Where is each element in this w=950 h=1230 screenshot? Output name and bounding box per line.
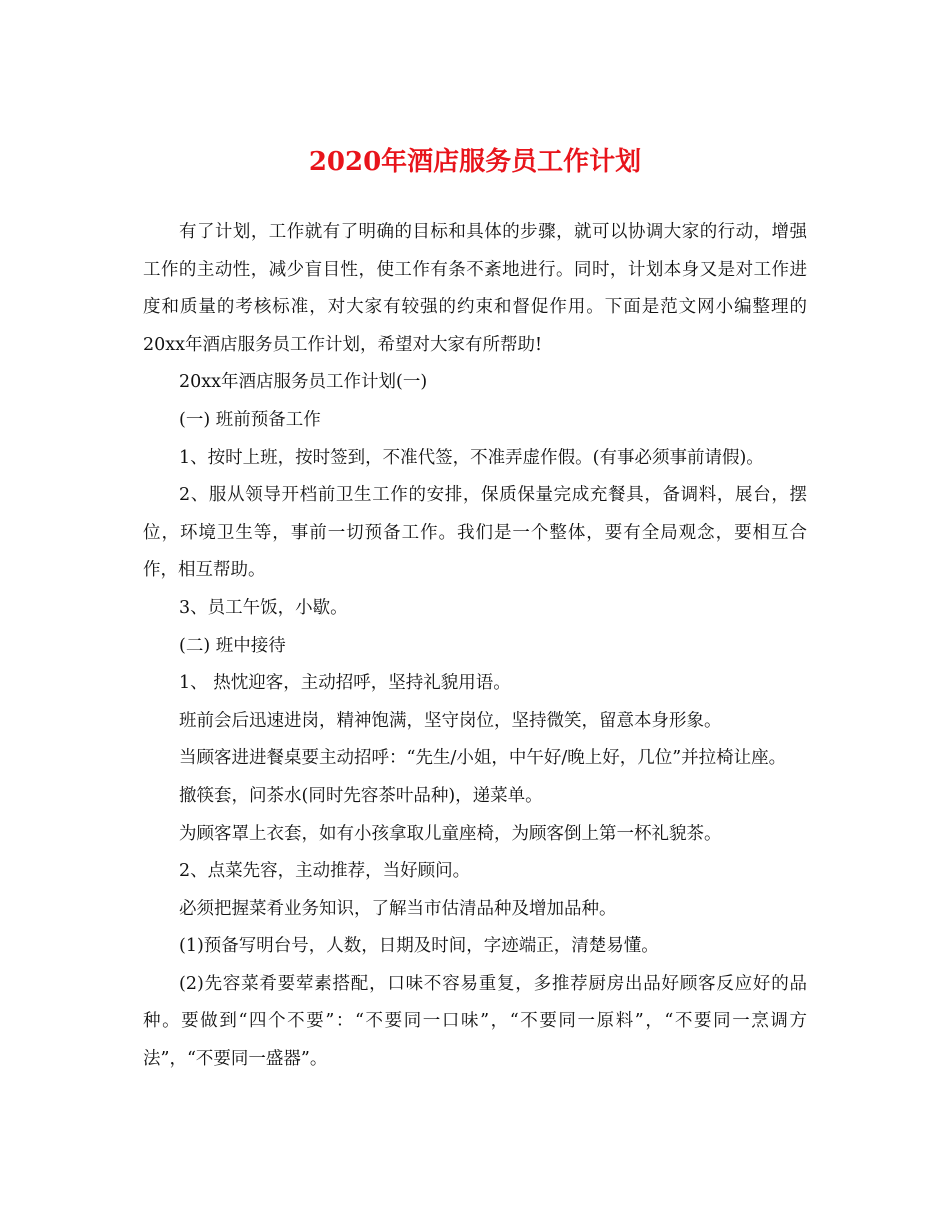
document-body xyxy=(143,214,807,1079)
page-title: 2020年酒店服务员工作计划 xyxy=(308,147,642,177)
paragraph-item-2: 2、服从领导开档前卫生工作的安排，保质保量完成充餐具，备调料，展台，摆位，环境卫生等，事前一切预备工作。我们是一个整体，要有全局观念，要相互合作，相互帮助。 xyxy=(143,485,807,581)
paragraph-subitem-2: (2)先容菜肴要荤素搭配，口味不容易重复，多推荐厨房出品好顾客反应好的品种。要做到“四个不要”：“不要同一口味”，“不要同一原料”，“不要同一烹调方法”，“不要同一盛器”。 xyxy=(143,973,807,1070)
paragraph-item-1: 1、按时上班，按时签到，不准代签，不准弄虚作假。(有事必须事前请假)。 xyxy=(179,447,764,468)
paragraph-menu-knowledge: 必须把握菜肴业务知识，了解当市估清品种及增加品种。 xyxy=(179,898,617,919)
paragraph-tea-menu: 撤筷套，问茶水(同时先容茶叶品种)，递菜单。 xyxy=(179,785,543,806)
paragraph-section-2-heading: (二) 班中接待 xyxy=(179,635,286,656)
paragraph-post-meeting: 班前会后迅速进岗，精神饱满，坚守岗位，坚持微笑，留意本身形象。 xyxy=(179,710,722,731)
paragraph-greeting: 当顾客进进餐桌要主动招呼：“先生/小姐，中午好/晚上好，几位”并拉椅让座。 xyxy=(179,748,787,769)
paragraph-welcome: 1、 热忱迎客，主动招呼，坚持礼貌用语。 xyxy=(179,673,511,694)
paragraph-item-3: 3、员工午饭，小歇。 xyxy=(179,597,348,618)
paragraph-subitem-1: (1)预备写明台号，人数，日期及时间，字迹端正，清楚易懂。 xyxy=(179,936,659,957)
paragraph-ordering: 2、点菜先容，主动推荐，当好顾问。 xyxy=(179,861,471,882)
paragraph-section-1-heading: (一) 班前预备工作 xyxy=(179,409,321,430)
paragraph-cover-seat: 为顾客罩上衣套，如有小孩拿取儿童座椅，为顾客倒上第一杯礼貌茶。 xyxy=(179,823,722,844)
paragraph-intro: 有了计划，工作就有了明确的目标和具体的步骤，就可以协调大家的行动，增强工作的主动性，减少盲目性，使工作有条不紊地进行。同时，计划本身又是对工作进度和质量的考核标准，对大家有较强的约束和督促作用。下面是范文网小编整理的20xx年酒店服务员工作计划，希望对大家有所帮助! xyxy=(143,222,807,355)
paragraph-plan-heading: 20xx年酒店服务员工作计划(一) xyxy=(179,372,428,393)
